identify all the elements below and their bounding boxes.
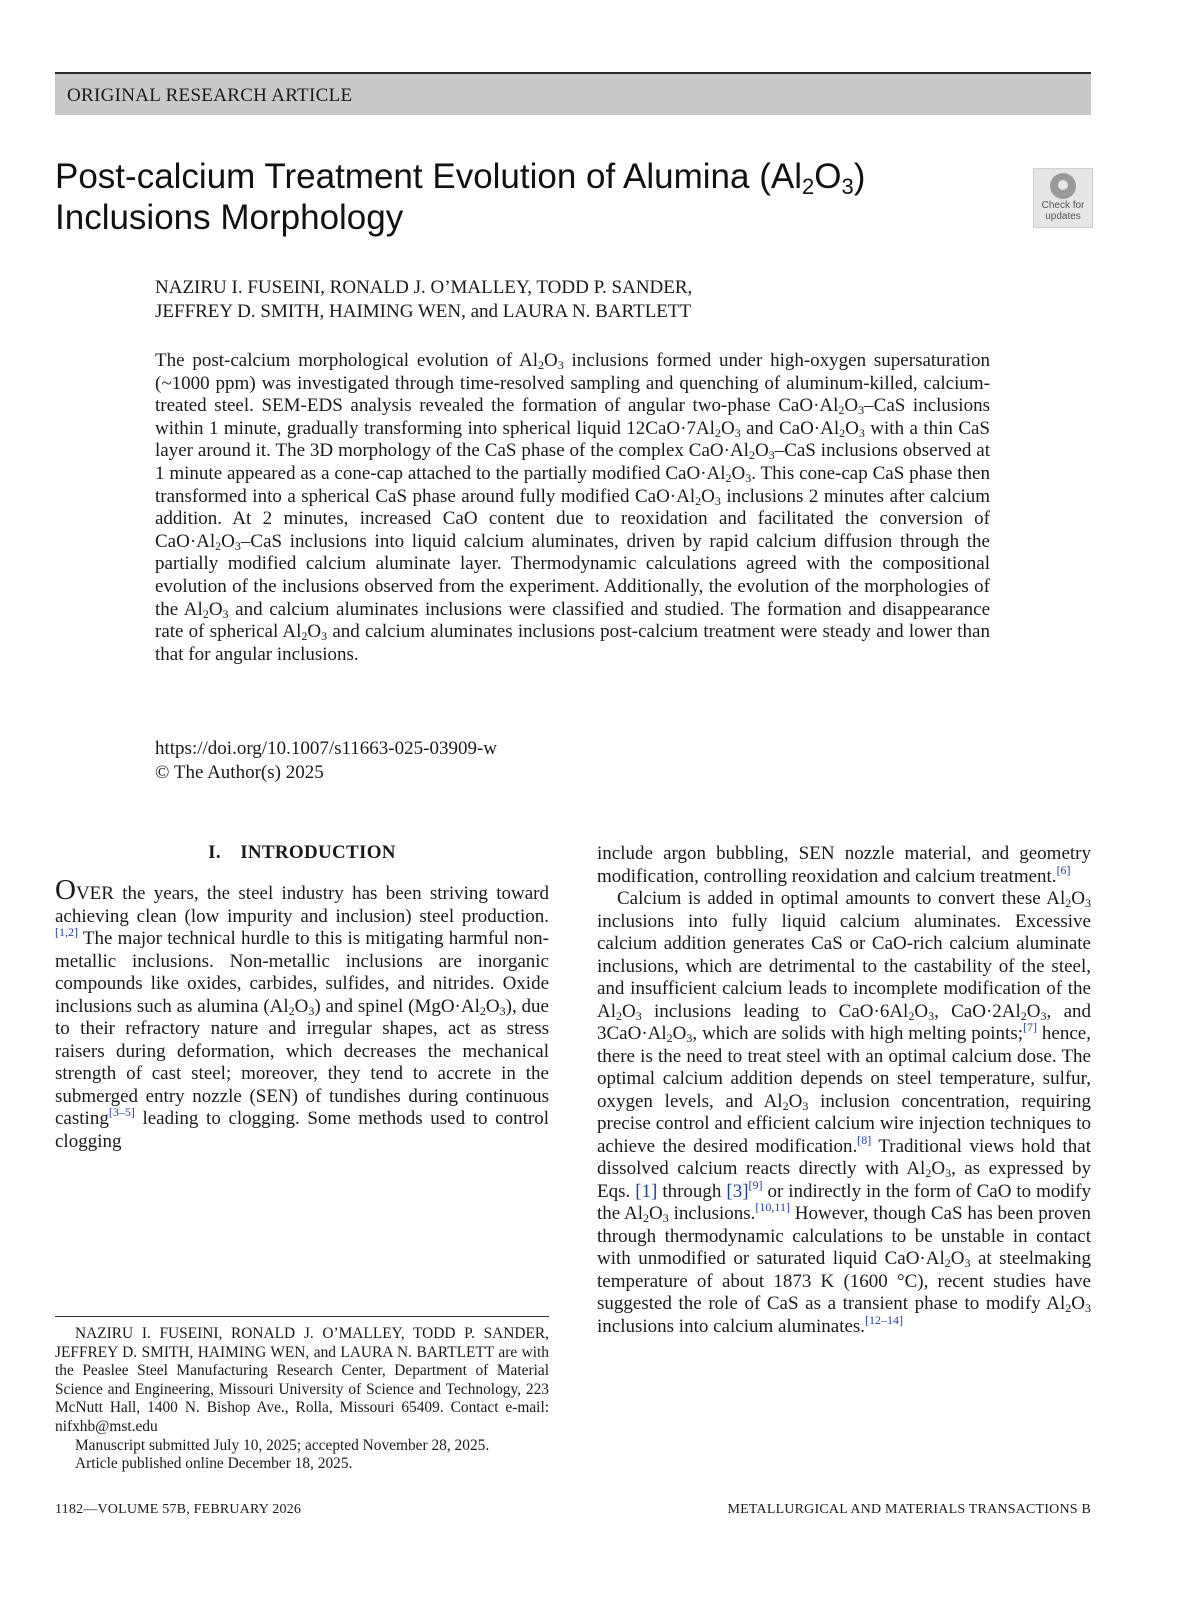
doi-block (155, 737, 497, 785)
check-for-updates-badge[interactable] (1033, 168, 1093, 228)
abstract: The post-calcium morphological evolution of $Al_2O_3$ inclusions formed under high-oxygen supersaturation (~1000 ppm) was investigated through time-resolved sampling and quenching of aluminum-killed, calcium-treated steel. SEM-EDS analysis revealed the formation of angular two-phase $CaO\cdot Al_2O_3$–CaS inclusions within 1 minute, gradually transforming into spherical liquid $12CaO\cdot 7Al_2O_3$ and $CaO\cdot Al_2O_3$ with a thin CaS layer around it. The 3D morphology of the CaS phase of the complex $CaO\cdot Al_2O_3$–CaS inclusions observed at 1 minute appeared as a cone-cap attached to the partially modified $CaO\cdot Al_2O_3$. This cone-cap CaS phase then transformed into a spherical CaS phase around fully modified $CaO\cdot Al_2O_3$ inclusions 2 minutes after calcium addition. At 2 minutes, increased CaO content due to reoxidation and facilitated the conversion of $CaO\cdot Al_2O_3$–CaS inclusions into liquid calcium aluminates, driven by rapid calcium diffusion through the partially modified calcium aluminate layer. Thermodynamic calculations agreed with the compositional evolution of the inclusions observed from the experiment. Additionally, the evolution of the morphologies of the $Al_2O_3$ and calcium aluminates inclusions were classified and studied. The formation and disappearance rate of spherical $Al_2O_3$ and calcium aluminates inclusions post-calcium treatment were steady and lower than that for angular inclusions. (155, 350, 991, 665)
doi-link[interactable]: https://doi.org/10.1007/s11663-025-03909-w (155, 738, 497, 759)
publication-date: Article published online December 18, 2025. (75, 1455, 353, 1473)
manuscript-dates: Manuscript submitted July 10, 2025; accepted November 28, 2025. (75, 1436, 490, 1454)
check-for-updates-icon (1050, 173, 1076, 199)
intro-paragraph-1: OVER the years, the steel industry has been striving toward achieving clean (low impurity and inclusion) steel production.[1,2] The major technical hurdle to this is mitigating harmful non-metallic inclusions. Non-metallic inclusions are inorganic compounds like oxides, carbides, sulfides, and nitrides. Oxide inclusions such as alumina $(Al_2O_3)$ and spinel $(MgO\cdot Al_2O_3)$, due to their refractory nature and irregular shapes, act as stress raisers during deformation, which decreases the mechanical strength of cast steel; moreover, they tend to accrete in the submerged entry nozzle (SEN) of tundishes during continuous casting[3–5] leading to clogging. Some methods used to control clogging (55, 874, 549, 1152)
author-affiliation: NAZIRU I. FUSEINI, RONALD J. O’MALLEY, TODD P. SANDER, JEFFREY D. SMITH, HAIMING WEN, and LAURA N. BARTLETT are with the Peaslee Steel Manufacturing Research Center, Department of Material Science and Engineering, Missouri University of Science and Technology, 223 McNutt Hall, 1400 N. Bishop Ave., Rolla, Missouri 65409. Contact e-mail: nifxhb@mst.edu (55, 1325, 549, 1435)
copyright-line: © The Author(s) 2025 (155, 762, 324, 783)
author-list: NAZIRU I. FUSEINI, RONALD J. O’MALLEY, TODD P. SANDER, JEFFREY D. SMITH, HAIMING WEN, and LAURA N. BARTLETT (155, 277, 693, 322)
intro-paragraph-1-cont: include argon bubbling, SEN nozzle material, and geometry modification, controlling reoxidation and calcium treatment.[6] (597, 843, 1091, 887)
page-footer-volume: 1182—VOLUME 57B, FEBRUARY 2026 (55, 1502, 302, 1517)
check-for-updates-label: Check for updates (1041, 200, 1085, 222)
article-type-banner (55, 72, 1091, 115)
intro-paragraph-2: Calcium is added in optimal amounts to convert these $Al_2O_3$ inclusions into fully liquid calcium aluminates. Excessive calcium addition generates CaS or CaO-rich calcium aluminate inclusions, which are detrimental to the castability of the steel, and insufficient calcium leads to incomplete modification of the $Al_2O_3$ inclusions leading to $CaO\cdot 6Al_2O_3$, $CaO\cdot 2Al_2O_3$, and $3CaO\cdot Al_2O_3$, which are solids with high melting points;[7] hence, there is the need to treat steel with an optimal calcium dose. The optimal calcium addition depends on steel temperature, sulfur, oxygen levels, and $Al_2O_3$ inclusion concentration, requiring precise control and efficient calcium wire injection techniques to achieve the desired modification.[8] Traditional views hold that dissolved calcium reacts directly with $Al_2O_3$, as expressed by Eqs. [1] through [3][9] or indirectly in the form of CaO to modify the $Al_2O_3$ inclusions.[10,11] However, though CaS has been proven through thermodynamic calculations to be unstable in contact with unmodified or saturated liquid $CaO\cdot Al_2O_3$ at steelmaking temperature of about 1873 K (1600 °C), recent studies have suggested the role of CaS as a transient phase to modify $Al_2O_3$ inclusions into calcium aluminates.[12–14] (597, 888, 1092, 1337)
footnote-divider (55, 1316, 549, 1317)
section-heading-introduction: I. INTRODUCTION (208, 842, 396, 863)
page-footer-journal: METALLURGICAL AND MATERIALS TRANSACTIONS B (727, 1502, 1091, 1517)
intro-column-right (597, 843, 1091, 1338)
article-title: Post-calcium Treatment Evolution of Alumina $(Al_2O_3)$ Inclusions Morphology (55, 157, 866, 237)
intro-column-left (55, 874, 549, 1153)
footnote (55, 1325, 549, 1474)
article-type-label: ORIGINAL RESEARCH ARTICLE (67, 85, 353, 106)
